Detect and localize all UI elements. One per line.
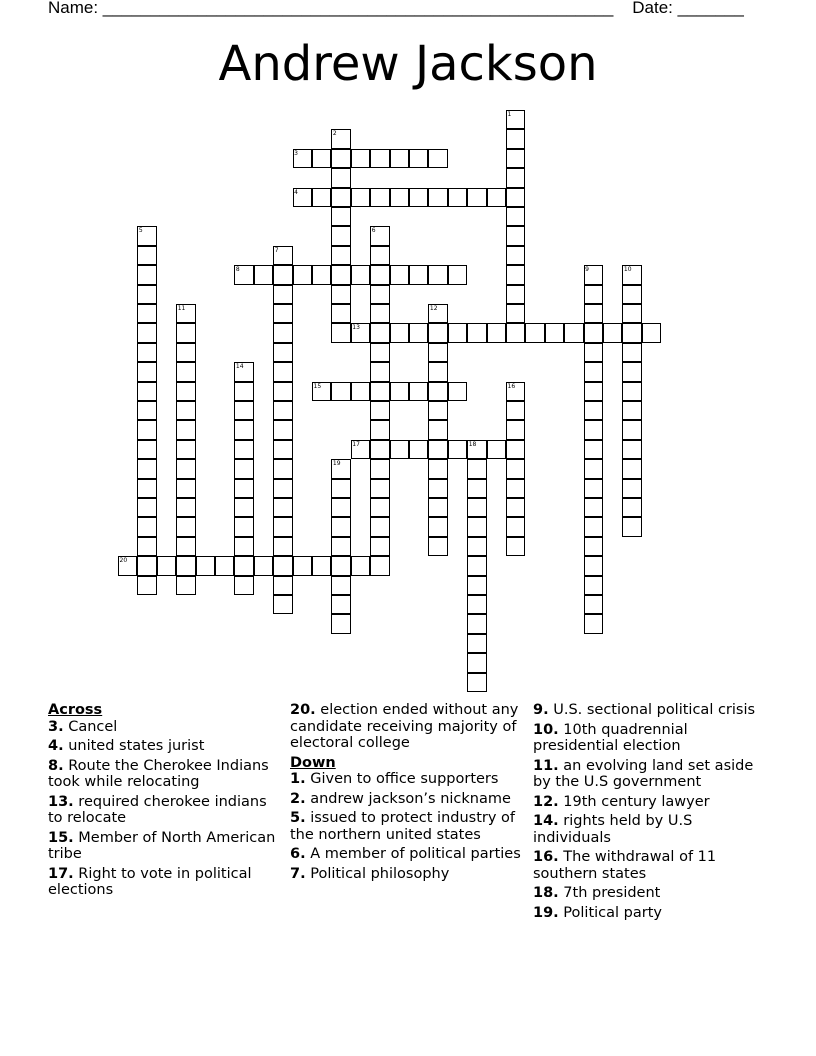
down-clue: 6. A member of political parties	[290, 846, 521, 862]
grid-cell[interactable]	[273, 420, 292, 439]
down-heading: Down	[290, 754, 336, 771]
grid-cell[interactable]	[331, 614, 350, 633]
clue-number: 16	[507, 382, 516, 390]
grid-cell[interactable]	[584, 614, 603, 633]
grid-cell[interactable]	[234, 382, 253, 401]
grid-cell[interactable]	[506, 459, 525, 478]
grid-cell[interactable]	[506, 226, 525, 245]
down-clue: 12. 19th century lawyer	[533, 793, 710, 810]
clue-number: 6	[371, 227, 376, 235]
name-field[interactable]: Name: ______________________________________________________	[48, 0, 614, 17]
grid-cell[interactable]	[273, 285, 292, 304]
grid-cell[interactable]	[584, 517, 603, 536]
grid-cell[interactable]	[506, 129, 525, 148]
grid-cell[interactable]	[622, 517, 641, 536]
grid-cell[interactable]	[137, 362, 156, 381]
down-clue: 2. andrew jackson’s nickname	[290, 790, 511, 807]
grid-cell[interactable]	[428, 149, 447, 168]
grid-cell[interactable]	[331, 323, 350, 342]
grid-cell[interactable]	[331, 149, 350, 168]
clue-number: 11	[177, 305, 186, 312]
grid-cell[interactable]	[137, 479, 156, 498]
grid-cell[interactable]	[545, 323, 564, 342]
grid-cell[interactable]	[137, 246, 156, 265]
grid-cell[interactable]	[234, 420, 253, 439]
grid-cell[interactable]	[370, 459, 389, 478]
grid-cell[interactable]	[467, 634, 486, 653]
down-clue-list-continued	[533, 702, 769, 921]
grid-cell[interactable]	[370, 382, 389, 401]
grid-cell[interactable]	[428, 323, 447, 342]
grid-cell[interactable]	[467, 614, 486, 633]
grid-cell[interactable]	[370, 149, 389, 168]
grid-cell[interactable]	[370, 401, 389, 420]
grid-cell[interactable]	[273, 382, 292, 401]
grid-cell[interactable]	[506, 285, 525, 304]
grid-cell[interactable]	[273, 440, 292, 459]
grid-cell[interactable]	[467, 653, 486, 672]
down-clue: 11. an evolving land set aside by the U.S government	[533, 757, 754, 790]
grid-cell[interactable]	[351, 556, 370, 575]
grid-cell[interactable]	[428, 382, 447, 401]
grid-cell[interactable]	[137, 343, 156, 362]
grid-cell[interactable]	[234, 556, 253, 575]
grid-cell[interactable]	[467, 537, 486, 556]
grid-cell[interactable]	[584, 401, 603, 420]
clue-number: 10	[623, 266, 632, 274]
grid-cell[interactable]	[428, 479, 447, 498]
grid-cell[interactable]	[254, 265, 273, 284]
grid-cell[interactable]	[622, 459, 641, 478]
grid-cell[interactable]	[506, 401, 525, 420]
grid-cell[interactable]	[467, 576, 486, 595]
grid-cell[interactable]	[176, 362, 195, 381]
grid-cell[interactable]	[273, 265, 292, 284]
grid-cell[interactable]	[312, 556, 331, 575]
grid-cell[interactable]	[428, 362, 447, 381]
grid-cell[interactable]	[409, 323, 428, 342]
grid-cell[interactable]	[584, 285, 603, 304]
grid-cell[interactable]	[137, 537, 156, 556]
grid-cell[interactable]	[176, 576, 195, 595]
grid-cell[interactable]	[370, 304, 389, 323]
grid-cell[interactable]	[176, 440, 195, 459]
grid-cell[interactable]	[176, 323, 195, 342]
grid-cell[interactable]	[351, 149, 370, 168]
grid-cell[interactable]	[370, 556, 389, 575]
grid-cell[interactable]	[234, 459, 253, 478]
grid-cell[interactable]	[584, 459, 603, 478]
grid-cell[interactable]	[176, 459, 195, 478]
grid-cell[interactable]	[506, 517, 525, 536]
grid-cell[interactable]	[312, 265, 331, 284]
grid-cell[interactable]	[584, 343, 603, 362]
grid-cell[interactable]	[351, 188, 370, 207]
grid-cell[interactable]	[331, 207, 350, 226]
across-clue: 3. Cancel	[48, 718, 118, 735]
grid-cell[interactable]	[234, 401, 253, 420]
grid-cell[interactable]	[234, 440, 253, 459]
grid-cell[interactable]	[467, 556, 486, 575]
page-title: Andrew Jackson	[218, 36, 598, 92]
grid-cell[interactable]	[428, 537, 447, 556]
down-clue: 14. rights held by U.S individuals	[533, 813, 693, 846]
grid-cell[interactable]	[137, 576, 156, 595]
grid-cell[interactable]	[273, 323, 292, 342]
grid-cell[interactable]	[506, 420, 525, 439]
grid-cell[interactable]	[564, 323, 583, 342]
grid-cell[interactable]	[331, 382, 350, 401]
grid-cell[interactable]	[215, 556, 234, 575]
grid-cell[interactable]	[448, 323, 467, 342]
grid-cell[interactable]	[584, 556, 603, 575]
grid-cell[interactable]	[428, 401, 447, 420]
grid-cell[interactable]	[370, 537, 389, 556]
grid-cell[interactable]	[331, 479, 350, 498]
grid-cell[interactable]	[584, 479, 603, 498]
clue-number: 12	[429, 305, 438, 312]
grid-cell[interactable]	[370, 265, 389, 284]
grid-cell[interactable]	[312, 149, 331, 168]
grid-cell[interactable]	[370, 343, 389, 362]
grid-cell[interactable]	[584, 323, 603, 342]
grid-cell[interactable]	[409, 265, 428, 284]
grid-cell[interactable]	[137, 401, 156, 420]
date-field[interactable]: Date: _______	[632, 0, 744, 17]
grid-cell[interactable]	[137, 304, 156, 323]
grid-cell[interactable]	[176, 517, 195, 536]
grid-cell[interactable]	[370, 362, 389, 381]
grid-cell[interactable]	[370, 420, 389, 439]
clue-number: 9	[585, 266, 589, 274]
grid-cell[interactable]	[622, 401, 641, 420]
grid-cell[interactable]	[506, 537, 525, 556]
grid-cell[interactable]	[234, 498, 253, 517]
clue-number: 1	[507, 111, 512, 118]
grid-cell[interactable]	[176, 382, 195, 401]
clue-number: 14	[235, 363, 244, 371]
grid-cell[interactable]	[351, 265, 370, 284]
down-clue-list	[290, 771, 526, 882]
grid-cell[interactable]	[506, 440, 525, 459]
grid-cell[interactable]	[506, 479, 525, 498]
grid-cell[interactable]	[409, 440, 428, 459]
clue-number: 17	[352, 440, 360, 448]
grid-cell[interactable]	[448, 382, 467, 401]
grid-cell[interactable]	[176, 537, 195, 556]
grid-cell[interactable]	[254, 556, 273, 575]
grid-cell[interactable]	[506, 207, 525, 226]
grid-cell[interactable]	[390, 149, 409, 168]
grid-cell[interactable]	[525, 323, 544, 342]
grid-cell[interactable]	[603, 323, 622, 342]
down-clue: 18. 7th president	[533, 885, 661, 901]
grid-cell[interactable]	[409, 382, 428, 401]
grid-cell[interactable]	[176, 479, 195, 498]
down-clues-column	[533, 702, 769, 924]
clue-number: 13	[352, 324, 360, 332]
grid-cell[interactable]	[467, 459, 486, 478]
grid-cell[interactable]	[176, 556, 195, 575]
down-clue: 19. Political party	[533, 904, 662, 921]
grid-cell[interactable]	[176, 343, 195, 362]
down-clue: 16. The withdrawal of 11 southern states	[533, 849, 717, 882]
grid-cell[interactable]	[273, 459, 292, 478]
across-clues-column	[48, 702, 284, 902]
grid-cell[interactable]	[448, 265, 467, 284]
grid-cell[interactable]	[428, 420, 447, 439]
grid-cell[interactable]	[506, 498, 525, 517]
grid-cell[interactable]	[448, 188, 467, 207]
across-clue-list	[48, 719, 284, 899]
grid-cell[interactable]	[137, 265, 156, 284]
across-clue: 8. Route the Cherokee Indians took while relocating	[48, 757, 269, 790]
grid-cell[interactable]	[331, 265, 350, 284]
down-clue: 9. U.S. sectional political crisis	[533, 702, 756, 718]
clue-number: 19	[332, 460, 341, 468]
grid-cell[interactable]	[370, 440, 389, 459]
grid-cell[interactable]	[390, 265, 409, 284]
grid-cell[interactable]	[331, 304, 350, 323]
grid-cell[interactable]	[370, 323, 389, 342]
grid-cell[interactable]	[428, 459, 447, 478]
grid-cell[interactable]	[622, 304, 641, 323]
down-clue: 1. Given to office supporters	[290, 771, 499, 787]
grid-cell[interactable]	[331, 537, 350, 556]
grid-cell[interactable]	[584, 382, 603, 401]
grid-cell[interactable]	[293, 265, 312, 284]
grid-cell[interactable]	[137, 459, 156, 478]
grid-cell[interactable]	[622, 420, 641, 439]
grid-cell[interactable]	[370, 498, 389, 517]
grid-cell[interactable]	[331, 168, 350, 187]
grid-cell[interactable]	[622, 382, 641, 401]
grid-cell[interactable]	[273, 343, 292, 362]
grid-cell[interactable]	[312, 188, 331, 207]
mixed-clues-column	[290, 702, 526, 885]
grid-cell[interactable]	[293, 556, 312, 575]
grid-cell[interactable]	[273, 576, 292, 595]
grid-cell[interactable]	[273, 304, 292, 323]
grid-cell[interactable]	[467, 517, 486, 536]
grid-cell[interactable]	[196, 556, 215, 575]
down-clue: 5. issued to protect industry of the northern united states	[290, 810, 516, 843]
grid-cell[interactable]	[157, 556, 176, 575]
grid-cell[interactable]	[622, 479, 641, 498]
across-clue: 17. Right to vote in political elections	[48, 865, 252, 898]
across-clue: 20. election ended without any candidate receiving majority of electoral college	[290, 702, 519, 751]
grid-cell[interactable]	[234, 517, 253, 536]
clue-number: 5	[138, 227, 143, 235]
grid-cell[interactable]	[622, 285, 641, 304]
grid-cell[interactable]	[390, 188, 409, 207]
grid-cell[interactable]	[370, 246, 389, 265]
grid-cell[interactable]	[622, 440, 641, 459]
grid-cell[interactable]	[176, 401, 195, 420]
grid-cell[interactable]	[331, 576, 350, 595]
grid-cell[interactable]	[137, 420, 156, 439]
grid-cell[interactable]	[467, 479, 486, 498]
grid-cell[interactable]	[584, 362, 603, 381]
grid-cell[interactable]	[331, 188, 350, 207]
grid-cell[interactable]	[467, 188, 486, 207]
grid-cell[interactable]	[137, 382, 156, 401]
clue-number: 15	[313, 382, 322, 390]
grid-cell[interactable]	[584, 595, 603, 614]
grid-cell[interactable]	[331, 556, 350, 575]
grid-cell[interactable]	[234, 537, 253, 556]
clue-number: 7	[274, 246, 279, 254]
grid-cell[interactable]	[273, 537, 292, 556]
grid-cell[interactable]	[448, 440, 467, 459]
grid-cell[interactable]	[234, 479, 253, 498]
grid-cell[interactable]	[622, 343, 641, 362]
grid-cell[interactable]	[584, 576, 603, 595]
grid-cell[interactable]	[273, 595, 292, 614]
grid-cell[interactable]	[428, 188, 447, 207]
across-clue: 4. united states jurist	[48, 738, 205, 754]
across-clue: 15. Member of North American tribe	[48, 829, 276, 862]
grid-cell[interactable]	[506, 188, 525, 207]
grid-cell[interactable]	[331, 498, 350, 517]
grid-cell[interactable]	[331, 595, 350, 614]
grid-cell[interactable]	[273, 517, 292, 536]
grid-cell[interactable]	[428, 343, 447, 362]
clue-number: 2	[332, 130, 337, 138]
grid-cell[interactable]	[487, 188, 506, 207]
clue-number: 3	[294, 149, 298, 157]
grid-cell[interactable]	[584, 420, 603, 439]
grid-cell[interactable]	[273, 401, 292, 420]
grid-cell[interactable]	[428, 498, 447, 517]
down-clue: 7. Political philosophy	[290, 865, 450, 882]
grid-cell[interactable]	[273, 556, 292, 575]
grid-cell[interactable]	[467, 323, 486, 342]
grid-cell[interactable]	[137, 517, 156, 536]
across-heading: Across	[48, 702, 103, 718]
grid-cell[interactable]	[584, 304, 603, 323]
grid-cell[interactable]	[273, 479, 292, 498]
grid-cell[interactable]	[331, 285, 350, 304]
grid-cell[interactable]	[273, 498, 292, 517]
grid-cell[interactable]	[331, 517, 350, 536]
grid-cell[interactable]	[622, 498, 641, 517]
grid-cell[interactable]	[506, 304, 525, 323]
grid-cell[interactable]	[584, 498, 603, 517]
grid-cell[interactable]	[351, 382, 370, 401]
grid-cell[interactable]	[390, 323, 409, 342]
grid-cell[interactable]	[428, 440, 447, 459]
grid-cell[interactable]	[428, 265, 447, 284]
grid-cell[interactable]	[331, 246, 350, 265]
grid-cell[interactable]	[370, 285, 389, 304]
grid-cell[interactable]	[642, 323, 661, 342]
grid-cell[interactable]	[506, 246, 525, 265]
grid-cell[interactable]	[428, 517, 447, 536]
grid-cell[interactable]	[331, 226, 350, 245]
grid-cell[interactable]	[137, 285, 156, 304]
grid-cell[interactable]	[409, 149, 428, 168]
grid-cell[interactable]	[390, 382, 409, 401]
grid-cell[interactable]	[506, 323, 525, 342]
clue-number: 20	[119, 557, 128, 565]
grid-cell[interactable]	[370, 517, 389, 536]
grid-cell[interactable]	[584, 537, 603, 556]
grid-cell[interactable]	[409, 188, 428, 207]
grid-cell[interactable]	[467, 673, 486, 692]
grid-cell[interactable]	[176, 498, 195, 517]
clue-number: 18	[468, 440, 477, 448]
grid-cell[interactable]	[487, 323, 506, 342]
grid-cell[interactable]	[234, 576, 253, 595]
clue-number: 4	[294, 188, 298, 196]
grid-cell[interactable]	[370, 188, 389, 207]
grid-cell[interactable]	[370, 479, 389, 498]
grid-cell[interactable]	[390, 440, 409, 459]
across-clue: 13. required cherokee indians to relocate	[48, 793, 267, 826]
grid-cell[interactable]	[584, 440, 603, 459]
grid-cell[interactable]	[487, 440, 506, 459]
grid-cell[interactable]	[176, 420, 195, 439]
grid-cell[interactable]	[137, 323, 156, 342]
down-clue: 10. 10th quadrennial presidential election	[533, 721, 688, 754]
across-clue-list-continued	[290, 702, 526, 752]
grid-cell[interactable]	[273, 362, 292, 381]
grid-cell[interactable]	[622, 323, 641, 342]
grid-cell[interactable]	[467, 595, 486, 614]
grid-cell[interactable]	[467, 498, 486, 517]
grid-cell[interactable]	[506, 149, 525, 168]
clue-number: 8	[235, 266, 240, 274]
grid-cell[interactable]	[506, 265, 525, 284]
grid-cell[interactable]	[137, 440, 156, 459]
grid-cell[interactable]	[137, 498, 156, 517]
grid-cell[interactable]	[506, 168, 525, 187]
grid-cell[interactable]	[622, 362, 641, 381]
grid-cell[interactable]	[137, 556, 156, 575]
